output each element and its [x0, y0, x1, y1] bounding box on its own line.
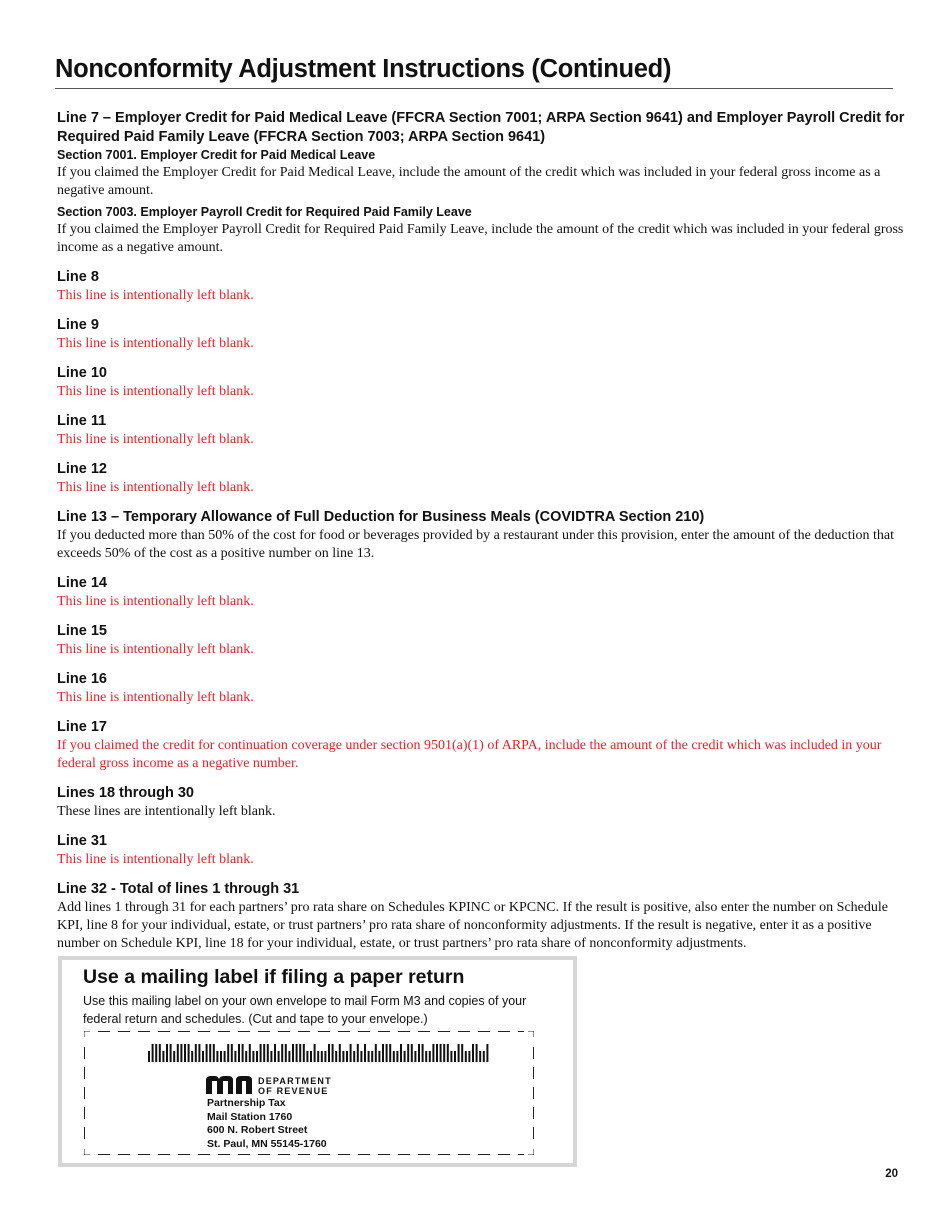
- mailing-label-title: Use a mailing label if filing a paper return: [83, 966, 465, 988]
- barcode-bar: [188, 1044, 190, 1062]
- barcode-bar: [375, 1044, 377, 1062]
- line-12-text: This line is intentionally left blank.: [57, 480, 254, 495]
- barcode-bar: [328, 1044, 330, 1062]
- line-10-section: [57, 364, 915, 401]
- line-13-section: [57, 508, 915, 563]
- barcode-bar: [468, 1051, 470, 1062]
- barcode-bar: [180, 1044, 182, 1062]
- line-10-heading: Line 10: [57, 365, 107, 381]
- barcode-bar: [263, 1044, 265, 1062]
- line-11-text: This line is intentionally left blank.: [57, 432, 254, 447]
- line-9-heading: Line 9: [57, 317, 99, 333]
- mn-revenue-logo: [206, 1074, 336, 1096]
- line-7-heading: Line 7 – Employer Credit for Paid Medical Leave (FFCRA Section 7001; ARPA Section 9641) and Employer Payroll Credit for Required Paid Family Leave (FFCRA Section 7003; ARPA Section 9641): [57, 110, 905, 145]
- line-11-heading: Line 11: [57, 413, 107, 429]
- line-13-text: If you deducted more than 50% of the cost for food or beverages provided by a restaurant under this provision, enter the amount of the deduction that exceeds 50% of the cost as a positive number on line 13.: [57, 528, 895, 561]
- postal-barcode: [148, 1044, 493, 1064]
- logo-line-2: OF REVENUE: [258, 1086, 329, 1096]
- barcode-bar: [278, 1051, 280, 1062]
- lines-18-30-text: These lines are intentionally left blank.: [57, 804, 276, 819]
- barcode-bar: [195, 1044, 197, 1062]
- barcode-bar: [152, 1044, 154, 1062]
- barcode-bar: [332, 1044, 334, 1062]
- barcode-bar: [483, 1051, 485, 1062]
- section-7001-heading: Section 7001. Employer Credit for Paid Medical Leave: [57, 148, 376, 162]
- line-15-section: [57, 622, 915, 659]
- barcode-bar: [209, 1044, 211, 1062]
- mailing-label-box: [58, 956, 577, 1167]
- line-16-section: [57, 670, 915, 707]
- barcode-bar: [173, 1051, 175, 1062]
- barcode-bar: [440, 1044, 442, 1062]
- barcode-bar: [368, 1051, 370, 1062]
- line-31-text: This line is intentionally left blank.: [57, 852, 254, 867]
- barcode-bar: [346, 1051, 348, 1062]
- address-line-3: 600 N. Robert Street: [207, 1124, 308, 1136]
- barcode-bar: [242, 1044, 244, 1062]
- mailing-address: [207, 1097, 327, 1151]
- barcode-bar: [418, 1044, 420, 1062]
- address-line-1: Partnership Tax: [207, 1097, 286, 1109]
- barcode-bar: [170, 1044, 172, 1062]
- barcode-bar: [314, 1044, 316, 1062]
- line-15-heading: Line 15: [57, 623, 107, 639]
- line-16-heading: Line 16: [57, 671, 107, 687]
- line-11-section: [57, 412, 915, 449]
- line-14-text: This line is intentionally left blank.: [57, 594, 254, 609]
- barcode-bar: [400, 1044, 402, 1062]
- barcode-bar: [216, 1051, 218, 1062]
- barcode-bar: [260, 1044, 262, 1062]
- barcode-bar: [256, 1051, 258, 1062]
- barcode-bar: [285, 1044, 287, 1062]
- barcode-bar: [461, 1044, 463, 1062]
- barcode-bar: [198, 1044, 200, 1062]
- line-8-text: This line is intentionally left blank.: [57, 288, 254, 303]
- barcode-bar: [371, 1051, 373, 1062]
- barcode-bar: [342, 1051, 344, 1062]
- line-8-section: [57, 268, 915, 305]
- barcode-bar: [447, 1044, 449, 1062]
- barcode-bar: [166, 1044, 168, 1062]
- barcode-bar: [436, 1044, 438, 1062]
- barcode-bar: [335, 1051, 337, 1062]
- barcode-bar: [450, 1051, 452, 1062]
- line-10-text: This line is intentionally left blank.: [57, 384, 254, 399]
- barcode-bar: [306, 1051, 308, 1062]
- barcode-bar: [220, 1051, 222, 1062]
- barcode-bar: [299, 1044, 301, 1062]
- line-32-section: [57, 880, 915, 953]
- barcode-bar: [303, 1044, 305, 1062]
- barcode-bar: [472, 1044, 474, 1062]
- barcode-bar: [353, 1051, 355, 1062]
- barcode-bar: [364, 1044, 366, 1062]
- barcode-bar: [245, 1051, 247, 1062]
- barcode-bar: [252, 1051, 254, 1062]
- barcode-bar: [202, 1051, 204, 1062]
- barcode-bar: [227, 1044, 229, 1062]
- barcode-bar: [389, 1044, 391, 1062]
- barcode-bar: [339, 1044, 341, 1062]
- barcode-bar: [148, 1051, 150, 1062]
- barcode-bar: [479, 1051, 481, 1062]
- barcode-bar: [162, 1051, 164, 1062]
- barcode-bar: [234, 1051, 236, 1062]
- line-12-heading: Line 12: [57, 461, 107, 477]
- line-14-heading: Line 14: [57, 575, 107, 591]
- barcode-bar: [407, 1044, 409, 1062]
- barcode-bar: [321, 1051, 323, 1062]
- line-7-section: [57, 109, 915, 257]
- barcode-bar: [396, 1051, 398, 1062]
- line-17-heading: Line 17: [57, 719, 107, 735]
- barcode-bar: [378, 1051, 380, 1062]
- barcode-bar: [155, 1044, 157, 1062]
- mailing-label-description: Use this mailing label on your own envelope to mail Form M3 and copies of your federal return and schedules. (Cut and tape to your envelope.): [83, 994, 527, 1026]
- barcode-bar: [432, 1044, 434, 1062]
- line-9-section: [57, 316, 915, 353]
- barcode-bar: [382, 1044, 384, 1062]
- barcode-bar: [386, 1044, 388, 1062]
- barcode-bar: [393, 1051, 395, 1062]
- barcode-bar: [443, 1044, 445, 1062]
- barcode-bar: [224, 1051, 226, 1062]
- line-17-section: [57, 718, 915, 773]
- barcode-bar: [231, 1044, 233, 1062]
- barcode-bar: [422, 1044, 424, 1062]
- barcode-bar: [454, 1051, 456, 1062]
- barcode-bar: [458, 1044, 460, 1062]
- barcode-bar: [292, 1044, 294, 1062]
- barcode-bar: [425, 1051, 427, 1062]
- barcode-bar: [411, 1044, 413, 1062]
- barcode-bar: [191, 1051, 193, 1062]
- section-7003-text: If you claimed the Employer Payroll Credit for Required Paid Family Leave, include the amount of the credit which was included in your federal gross income as a negative amount.: [57, 222, 904, 255]
- barcode-bar: [324, 1051, 326, 1062]
- barcode-bar: [350, 1044, 352, 1062]
- line-15-text: This line is intentionally left blank.: [57, 642, 254, 657]
- line-13-heading: Line 13 – Temporary Allowance of Full Deduction for Business Meals (COVIDTRA Section 210): [57, 509, 705, 525]
- barcode-bar: [288, 1051, 290, 1062]
- instructions-content: [57, 109, 915, 953]
- barcode-bar: [270, 1051, 272, 1062]
- barcode-bar: [414, 1051, 416, 1062]
- address-line-2: Mail Station 1760: [207, 1110, 293, 1123]
- barcode-bar: [296, 1044, 298, 1062]
- line-9-text: This line is intentionally left blank.: [57, 336, 254, 351]
- line-8-heading: Line 8: [57, 269, 99, 285]
- line-31-heading: Line 31: [57, 833, 107, 849]
- section-7001-text: If you claimed the Employer Credit for Paid Medical Leave, include the amount of the credit which was included in your federal gross income as a negative amount.: [57, 165, 881, 198]
- barcode-bar: [184, 1044, 186, 1062]
- barcode-bar: [317, 1051, 319, 1062]
- section-7003-heading: Section 7003. Employer Payroll Credit for Required Paid Family Leave: [57, 205, 472, 219]
- line-31-section: [57, 832, 915, 869]
- line-32-heading: Line 32 - Total of lines 1 through 31: [57, 881, 300, 897]
- barcode-bar: [357, 1044, 359, 1062]
- barcode-bar: [360, 1051, 362, 1062]
- page-title: Nonconformity Adjustment Instructions (Continued): [55, 52, 893, 89]
- barcode-bar: [238, 1044, 240, 1062]
- barcode-bar: [249, 1044, 251, 1062]
- barcode-bar: [274, 1044, 276, 1062]
- barcode-bar: [486, 1044, 488, 1062]
- lines-18-30-section: [57, 784, 915, 821]
- barcode-bar: [159, 1044, 161, 1062]
- barcode-bar: [206, 1044, 208, 1062]
- lines-18-30-heading: Lines 18 through 30: [57, 785, 194, 801]
- logo-line-1: DEPARTMENT: [258, 1076, 332, 1086]
- barcode-bar: [281, 1044, 283, 1062]
- barcode-bar: [213, 1044, 215, 1062]
- barcode-bar: [429, 1051, 431, 1062]
- line-32-text: Add lines 1 through 31 for each partners’ pro rata share on Schedules KPINC or KPCNC. If the result is positive, also enter the number on Schedule KPI, line 8 for your individual, estate, or trust partners’ pro rata share of nonconformity adjustments. If the result is negative, enter it as a positive number on Schedule KPI, line 18 for your individual, estate, or trust partners’ pro rata share of nonconformity adjustments.: [57, 900, 888, 951]
- barcode-bar: [476, 1044, 478, 1062]
- barcode-bar: [267, 1044, 269, 1062]
- line-12-section: [57, 460, 915, 497]
- line-17-text: If you claimed the credit for continuation coverage under section 9501(a)(1) of ARPA, include the amount of the credit which was included in your federal gross income as a negative number.: [57, 738, 882, 771]
- barcode-bar: [465, 1051, 467, 1062]
- barcode-bar: [404, 1051, 406, 1062]
- page-number: 20: [885, 1168, 898, 1180]
- barcode-bar: [177, 1044, 179, 1062]
- line-16-text: This line is intentionally left blank.: [57, 690, 254, 705]
- address-line-4: St. Paul, MN 55145-1760: [207, 1137, 327, 1150]
- barcode-bar: [310, 1051, 312, 1062]
- line-14-section: [57, 574, 915, 611]
